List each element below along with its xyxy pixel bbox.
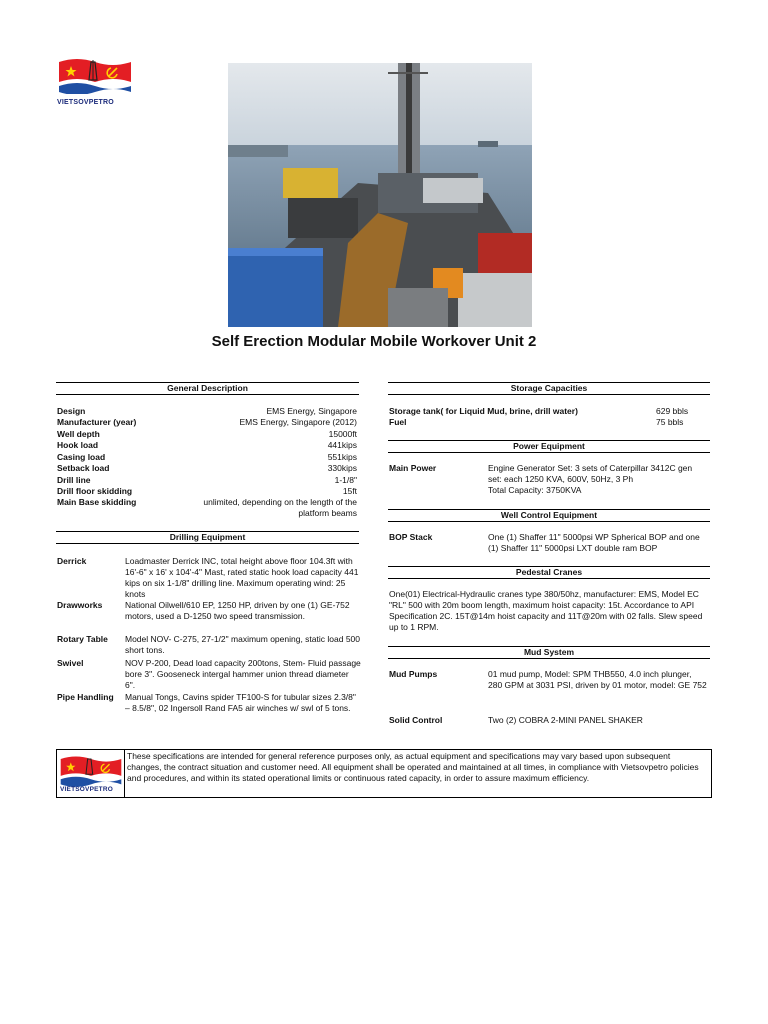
equipment-label: Pipe Handling bbox=[57, 692, 114, 702]
main-power-label: Main Power bbox=[389, 463, 437, 473]
brand-name: VIETSOVPETRO bbox=[57, 99, 114, 106]
spec-label: Drill floor skidding bbox=[57, 486, 133, 496]
equipment-value: National Oilwell/610 EP, 1250 HP, driven by one (1) GE-752 motors, used a D-1250 two speed transmission. bbox=[125, 600, 350, 621]
drilling-equipment-header: Drilling Equipment bbox=[56, 531, 359, 544]
disclaimer-text: These specifications are intended for general reference purposes only, as actual equipment and specifications may vary based upon subsequent changes, the contract situation and customer need. All equipment shall be operated and maintained at all times, in compliance with Vietsovpetro policies and procedures, and within its stated operational limits or continuous rated capacity, in order to assure maximum efficiency. bbox=[127, 751, 699, 783]
spec-value: EMS Energy, Singapore bbox=[266, 406, 357, 416]
disclaimer-logo bbox=[57, 750, 125, 797]
spec-label: Hook load bbox=[57, 440, 99, 450]
bop-stack-value: One (1) Shaffer 11" 5000psi WP Spherical BOP and one (1) Shaffer 11" 5000psi LXT double ram BOP bbox=[488, 532, 700, 553]
general-description-header: General Description bbox=[56, 382, 359, 395]
equipment-label: Derrick bbox=[57, 556, 87, 566]
vietsovpetro-logo bbox=[57, 56, 133, 106]
mud-value: 01 mud pump, Model: SPM THB550, 4.0 inch plunger, 280 GPM at 3031 PSI, driven by 01 motor, model: GE 752 bbox=[488, 669, 707, 690]
storage-capacities-header: Storage Capacities bbox=[388, 382, 710, 395]
equipment-label: Drawworks bbox=[57, 600, 103, 610]
power-equipment-header: Power Equipment bbox=[388, 440, 710, 453]
equipment-value: NOV P-200, Dead load capacity 200tons, Stem- Fluid passage bore 3". Gooseneck intergal hammer union thread diameter 6". bbox=[125, 658, 361, 690]
equipment-value: Loadmaster Derrick INC, total height above floor 104.3ft with 16'-6" x 16' x 104'-4" Mast, rated static hook load capacity 441 kips on six 1-1/8" drilling line. Maximum operating wind: 25 knots bbox=[125, 556, 359, 599]
page-title: Self Erection Modular Mobile Workover Unit 2 bbox=[211, 333, 537, 350]
mud-value: Two (2) COBRA 2-MINI PANEL SHAKER bbox=[488, 715, 643, 725]
spec-value: 551kips bbox=[327, 452, 357, 462]
disclaimer-box bbox=[56, 749, 712, 798]
spec-label: Casing load bbox=[57, 452, 106, 462]
spec-value: unlimited, depending on the length of the platform beams bbox=[203, 497, 357, 518]
storage-label: Storage tank( for Liquid Mud, brine, drill water) bbox=[389, 406, 578, 416]
equipment-label: Rotary Table bbox=[57, 634, 108, 644]
rig-photo bbox=[228, 63, 532, 327]
spec-label: Setback load bbox=[57, 463, 110, 473]
storage-value: 75 bbls bbox=[656, 417, 684, 427]
flag-logo-icon bbox=[57, 56, 133, 94]
spec-label: Main Base skidding bbox=[57, 497, 137, 507]
spec-value: EMS Energy, Singapore (2012) bbox=[239, 417, 357, 427]
spec-value: 1-1/8" bbox=[334, 475, 357, 485]
spec-value: 15000ft bbox=[328, 429, 357, 439]
brand-name-small: VIETSOVPETRO bbox=[60, 786, 113, 793]
mud-label: Solid Control bbox=[389, 715, 443, 725]
spec-label: Well depth bbox=[57, 429, 100, 439]
spec-value: 15ft bbox=[342, 486, 357, 496]
spec-label: Drill line bbox=[57, 475, 91, 485]
spec-value: 330kips bbox=[327, 463, 357, 473]
well-control-header: Well Control Equipment bbox=[388, 509, 710, 522]
spec-label: Design bbox=[57, 406, 86, 416]
flag-logo-icon bbox=[59, 753, 123, 787]
spec-label: Manufacturer (year) bbox=[57, 417, 137, 427]
pedestal-cranes-header: Pedestal Cranes bbox=[388, 566, 710, 579]
bop-stack-label: BOP Stack bbox=[389, 532, 433, 542]
mud-system-header: Mud System bbox=[388, 646, 710, 659]
main-power-value: Engine Generator Set: 3 sets of Caterpillar 3412C gen set: each 1250 KVA, 600V, 50Hz, 3 Ph Total Capacity: 3750KVA bbox=[488, 463, 693, 495]
mud-label: Mud Pumps bbox=[389, 669, 438, 679]
storage-value: 629 bbls bbox=[656, 406, 689, 416]
storage-label: Fuel bbox=[389, 417, 407, 427]
equipment-label: Swivel bbox=[57, 658, 84, 668]
equipment-value: Model NOV- C-275, 27-1/2" maximum opening, static load 500 short tons. bbox=[125, 634, 360, 655]
pedestal-cranes-value: One(01) Electrical-Hydraulic cranes type 380/50hz, manufacturer: EMS, Model EC "RL" 500 with 20m boom length, maximum hoist capacity: 15t. Accordance to API Specification 2C. 15T@14m hoist capacity and 11T@20m with 02 falls. Slew speed up to 1 RPM. bbox=[389, 589, 703, 632]
spec-value: 441kips bbox=[327, 440, 357, 450]
equipment-value: Manual Tongs, Cavins spider TF100-S for tubular sizes 2.3/8" – 8.5/8", 02 Ingersoll Rand FA5 air winches w/ swl of 5 tons. bbox=[125, 692, 356, 713]
